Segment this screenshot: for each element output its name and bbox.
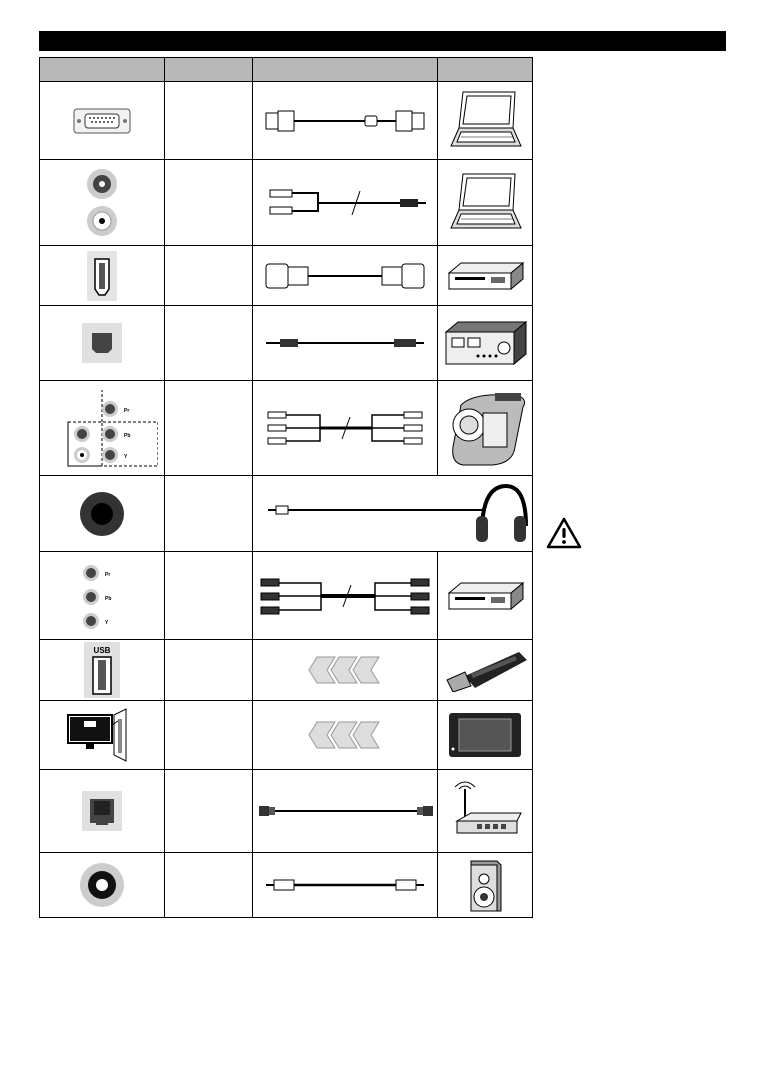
pr-label: Pr <box>124 408 130 414</box>
ethernet-port-cell <box>40 770 165 853</box>
audio-port-cell <box>40 160 165 246</box>
usb-port-cell <box>40 640 165 701</box>
headphone-cable-icon <box>258 482 528 546</box>
table-row-spdif <box>40 306 533 381</box>
ethernet-cable-cell <box>253 770 438 853</box>
spdif-device-cell <box>438 306 533 381</box>
coax-cable-icon <box>260 875 430 895</box>
yuv-device-cell <box>438 552 533 640</box>
coax-port-cell <box>40 853 165 918</box>
headphone-port-cell <box>40 476 165 552</box>
dvd-player-icon <box>445 579 525 613</box>
audio-type-cell <box>165 160 253 246</box>
vga-port-cell <box>40 82 165 160</box>
component-ports-icon <box>46 388 158 468</box>
y-label: Y <box>105 619 109 626</box>
ci-device-cell <box>438 701 533 770</box>
usb-label: USB <box>93 646 111 655</box>
yuv-cable-cell <box>253 552 438 640</box>
usb-type-cell <box>165 640 253 701</box>
coax-cable-cell <box>253 853 438 918</box>
speaker-icon <box>465 857 505 913</box>
title-bar <box>39 31 726 51</box>
yuv-port-cell <box>40 552 165 640</box>
component-port-cell <box>40 381 165 476</box>
dvd-player-icon <box>445 259 525 293</box>
column-header <box>253 58 438 82</box>
spdif-cable-cell <box>253 306 438 381</box>
component-device-cell <box>438 381 533 476</box>
laptop-icon <box>447 88 523 154</box>
table-row-component-video <box>40 381 533 476</box>
warning-triangle-icon <box>546 516 582 550</box>
component-type-cell <box>165 381 253 476</box>
ethernet-device-cell <box>438 770 533 853</box>
spdif-type-cell <box>165 306 253 381</box>
pr-label: Pr <box>105 571 111 578</box>
ci-module-icon <box>445 709 525 761</box>
table-row-ci <box>40 701 533 770</box>
table-row-usb <box>40 640 533 701</box>
headphone-jack-icon <box>77 489 127 539</box>
hdmi-port-icon <box>87 251 117 301</box>
table-row-hdmi <box>40 246 533 306</box>
coax-device-cell <box>438 853 533 918</box>
spdif-port-cell <box>40 306 165 381</box>
column-header <box>40 58 165 82</box>
ci-arrows-cell <box>253 701 438 770</box>
pb-label: Pb <box>124 433 131 439</box>
optical-port-icon <box>82 323 122 363</box>
insert-arrows-icon <box>305 720 385 750</box>
usb-device-cell <box>438 640 533 701</box>
warning-area <box>546 516 582 550</box>
ethernet-port-icon <box>82 791 122 831</box>
hdmi-cable-icon <box>260 256 430 296</box>
yuv-cable-icon <box>255 571 435 621</box>
audio-cable-cell <box>253 160 438 246</box>
yuv-ports-icon <box>77 561 127 631</box>
component-cable-cell <box>253 381 438 476</box>
hdmi-cable-cell <box>253 246 438 306</box>
laptop-icon <box>447 170 523 236</box>
audio-device-cell <box>438 160 533 246</box>
camcorder-icon <box>443 387 527 469</box>
vga-type-cell <box>165 82 253 160</box>
column-header <box>438 58 533 82</box>
audio-amplifier-icon <box>442 318 528 368</box>
table-row-pc-audio <box>40 160 533 246</box>
vga-cable-cell <box>253 82 438 160</box>
hdmi-port-cell <box>40 246 165 306</box>
vga-cable-icon <box>260 106 430 136</box>
hdmi-type-cell <box>165 246 253 306</box>
rca-audio-ports-icon <box>82 165 122 241</box>
table-row-vga <box>40 82 533 160</box>
hdmi-device-cell <box>438 246 533 306</box>
coax-audio-port-icon <box>77 860 127 910</box>
vga-port-icon <box>72 106 132 136</box>
y-label: Y <box>124 454 128 460</box>
component-cable-icon <box>260 403 430 453</box>
ci-type-cell <box>165 701 253 770</box>
insert-arrows-icon <box>305 655 385 685</box>
connection-table <box>39 57 533 918</box>
ethernet-cable-icon <box>255 801 435 821</box>
router-icon <box>445 781 525 841</box>
table-row-headphone <box>40 476 533 552</box>
headphone-type-cell <box>165 476 253 552</box>
table-row-coax-audio <box>40 853 533 918</box>
headphone-cable-cell <box>253 476 533 552</box>
tv-ci-slot-icon <box>60 705 144 765</box>
ci-slot-cell <box>40 701 165 770</box>
usb-stick-icon <box>441 648 529 692</box>
usb-port-icon <box>84 642 120 698</box>
vga-device-cell <box>438 82 533 160</box>
optical-cable-icon <box>260 333 430 353</box>
ethernet-type-cell <box>165 770 253 853</box>
table-header-row <box>40 58 533 82</box>
column-header <box>165 58 253 82</box>
pb-label: Pb <box>105 595 112 602</box>
usb-arrows-cell <box>253 640 438 701</box>
table-row-ethernet <box>40 770 533 853</box>
yuv-type-cell <box>165 552 253 640</box>
table-row-component-audio <box>40 552 533 640</box>
coax-type-cell <box>165 853 253 918</box>
rca-to-jack-cable-icon <box>260 183 430 223</box>
